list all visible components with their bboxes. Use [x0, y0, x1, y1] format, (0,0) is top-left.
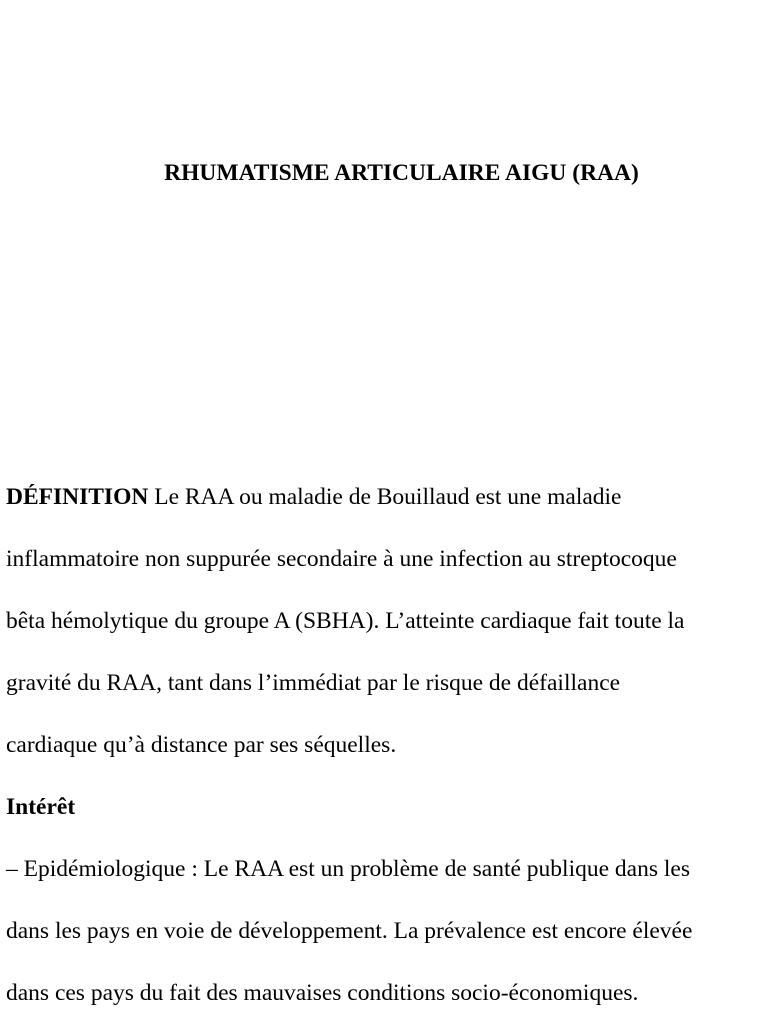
definition-line-5: cardiaque qu’à distance par ses séquelles.: [6, 732, 397, 758]
interet-line-1: – Epidémiologique : Le RAA est un problème de santé publique dans les: [6, 856, 690, 882]
definition-line-1: [6, 466, 762, 528]
definition-text-1: Le RAA ou maladie de Bouillaud est une maladie: [148, 484, 622, 510]
definition-line-2: inflammatoire non suppurée secondaire à une infection au streptocoque: [6, 546, 677, 572]
document-title: RHUMATISME ARTICULAIRE AIGU (RAA): [164, 160, 639, 186]
interet-line-2: dans les pays en voie de développement. La prévalence est encore élevée: [6, 918, 693, 944]
definition-line-3: bêta hémolytique du groupe A (SBHA). L’atteinte cardiaque fait toute la: [6, 608, 685, 634]
interet-heading: Intérêt: [6, 794, 76, 820]
document-body: [6, 466, 762, 1024]
definition-line-4: gravité du RAA, tant dans l’immédiat par le risque de défaillance: [6, 670, 621, 696]
interet-line-3: dans ces pays du fait des mauvaises conditions socio-économiques.: [6, 980, 639, 1006]
definition-heading: DÉFINITION: [6, 484, 149, 510]
